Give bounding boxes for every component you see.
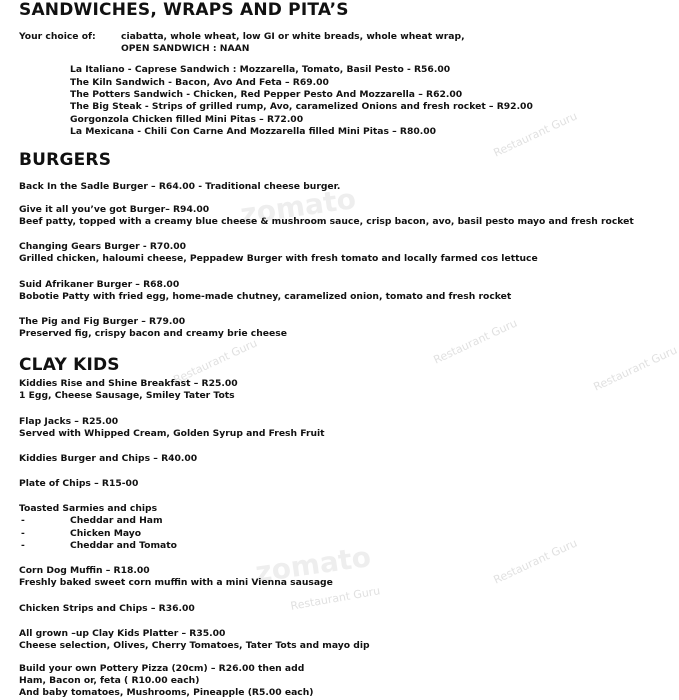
- choice-breads: ciabatta, whole wheat, low GI or white breads, whole wheat wrap,: [121, 31, 465, 42]
- burger-title: Suid Afrikaner Burger – R68.00: [19, 279, 180, 290]
- sarmie-option: Chicken Mayo: [70, 528, 142, 539]
- kids-item-title: Kiddies Burger and Chips – R40.00: [19, 453, 198, 464]
- burger-description: Preserved fig, crispy bacon and creamy brie cheese: [19, 328, 287, 339]
- sandwich-item: The Potters Sandwich - Chicken, Red Pepper Pesto And Mozzarella – R62.00: [70, 89, 463, 100]
- sandwich-item: Gorgonzola Chicken filled Mini Pitas – R72.00: [70, 114, 304, 125]
- bullet-dash: -: [21, 540, 25, 551]
- watermark-restaurant-guru: Restaurant Guru: [431, 316, 520, 367]
- kids-item-description: Freshly baked sweet corn muffin with a mini Vienna sausage: [19, 577, 333, 588]
- burger-title: Give it all you’ve got Burger– R94.00: [19, 204, 210, 215]
- kids-item-description: And baby tomatoes, Mushrooms, Pineapple (R5.00 each): [19, 687, 314, 698]
- bullet-dash: -: [21, 515, 25, 526]
- sandwich-item: The Big Steak - Strips of grilled rump, Avo, caramelized Onions and fresh rocket – R92.00: [70, 101, 533, 112]
- burger-description: Grilled chicken, haloumi cheese, Peppadew Burger with fresh tomato and locally farmed cos lettuce: [19, 253, 538, 264]
- watermark-zomato: zomato: [253, 540, 373, 589]
- kids-item-title: Chicken Strips and Chips – R36.00: [19, 603, 195, 614]
- sandwich-item: La Italiano - Caprese Sandwich : Mozzarella, Tomato, Basil Pesto - R56.00: [70, 64, 451, 75]
- choice-label: Your choice of:: [19, 31, 96, 42]
- burger-title: The Pig and Fig Burger – R79.00: [19, 316, 186, 327]
- sarmie-option: Cheddar and Ham: [70, 515, 163, 526]
- kids-item-title: Toasted Sarmies and chips: [19, 503, 158, 514]
- kids-item-description: Cheese selection, Olives, Cherry Tomatoes, Tater Tots and mayo dip: [19, 640, 370, 651]
- watermark-zomato: zomato: [238, 182, 358, 231]
- burgers-heading: BURGERS: [19, 150, 112, 170]
- sandwich-item: The Kiln Sandwich - Bacon, Avo And Feta – R69.00: [70, 77, 329, 88]
- kids-item-title: Plate of Chips – R15-00: [19, 478, 139, 489]
- kids-item-title: Corn Dog Muffin – R18.00: [19, 565, 150, 576]
- burger-title: Changing Gears Burger - R70.00: [19, 241, 186, 252]
- kids-item-title: Flap Jacks – R25.00: [19, 416, 119, 427]
- kids-item-description: 1 Egg, Cheese Sausage, Smiley Tater Tots: [19, 390, 235, 401]
- watermark-restaurant-guru: Restaurant Guru: [591, 343, 679, 394]
- watermark-restaurant-guru: Restaurant Guru: [491, 109, 580, 160]
- kids-item-title: Kiddies Rise and Shine Breakfast – R25.00: [19, 378, 238, 389]
- kids-item-title: Build your own Pottery Pizza (20cm) – R26.00 then add: [19, 663, 305, 674]
- kids-item-description: Served with Whipped Cream, Golden Syrup and Fresh Fruit: [19, 428, 325, 439]
- choice-open-sandwich: OPEN SANDWICH : NAAN: [121, 43, 250, 54]
- sandwich-item: La Mexicana - Chili Con Carne And Mozzarella filled Mini Pitas – R80.00: [70, 126, 437, 137]
- watermark-restaurant-guru: Restaurant Guru: [491, 536, 580, 587]
- bullet-dash: -: [21, 528, 25, 539]
- sarmie-option: Cheddar and Tomato: [70, 540, 177, 551]
- burger-title: Back In the Sadle Burger – R64.00 - Traditional cheese burger.: [19, 181, 341, 192]
- watermark-restaurant-guru: Restaurant Guru: [289, 584, 382, 613]
- burger-description: Beef patty, topped with a creamy blue cheese & mushroom sauce, crisp bacon, avo, basil pesto mayo and fresh rocket: [19, 216, 634, 227]
- burger-description: Bobotie Patty with fried egg, home-made chutney, caramelized onion, tomato and fresh rocket: [19, 291, 512, 302]
- kids-item-title: All grown –up Clay Kids Platter – R35.00: [19, 628, 226, 639]
- sandwiches-heading: SANDWICHES, WRAPS AND PITA’S: [19, 0, 349, 20]
- kids-heading: CLAY KIDS: [19, 355, 120, 375]
- watermark-restaurant-guru: Restaurant Guru: [171, 336, 260, 387]
- kids-item-description: Ham, Bacon or, feta ( R10.00 each): [19, 675, 200, 686]
